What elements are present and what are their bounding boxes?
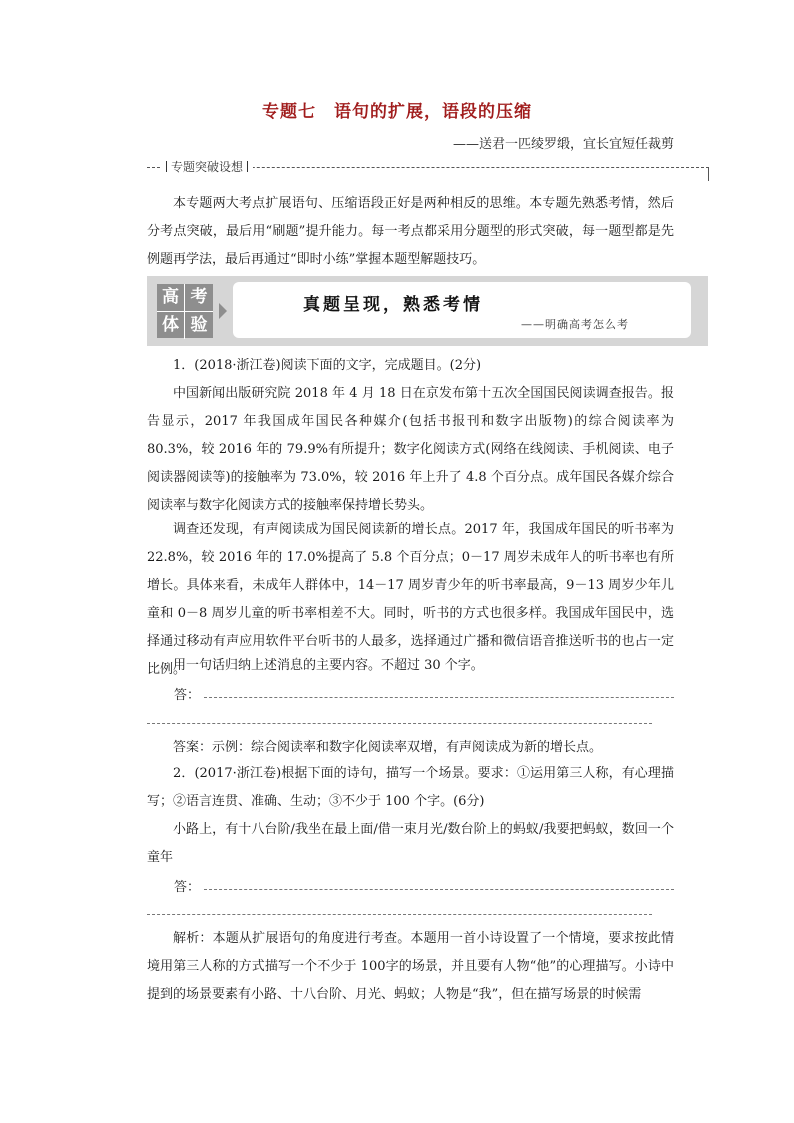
answer-label: 答： [174,688,201,703]
section-header [147,158,709,186]
question-1-paragraph-2: 调查还发现，有声阅读成为国民阅读新的增长点。2017 年，我国成年国民的听书率为 22.8%，较 2016 年的 17.0%提高了 5.8 个百分点；0－17 周岁未成年人的听书率也有所增长。具体来看，未成年人群体中，14－17 周岁青少年的听书率最高，9－13 周岁少年儿童和 0－8 周岁儿童的听书率相差不大。同时，听书的方式也很多样。我国成年国民中，选择通过移动有声应用软件平台听书的人最多，选择通过广播和微信语音推送听书的也占一定比例。 [147,522,674,677]
question-1-paragraph-1: 中国新闻出版研究院 2018 年 4 月 18 日在京发布第十五次全国国民阅读调查报告。报告显示，2017 年我国成年国民各种媒介(包括书报刊和数字出版物)的综合阅读率为 80.3%，较 2016 年的 79.9%有所提升；数字化阅读方式(网络在线阅读、手机阅读、电子阅读器阅读等)的接触率为 73.0%，较 2016 年上升了 4.8 个百分点。成年国民各媒介综合阅读率与数字化阅读方式的接触率保持增长势头。 [147,386,674,513]
banner-box [233,282,691,338]
answer-dotted-line [147,914,652,915]
badge-char: 体 [157,312,185,339]
exam-banner [147,276,708,346]
page-subtitle: ——送君一匹绫罗缎，宜长宜短任裁剪 [452,137,674,152]
section-divider-cap [708,167,709,181]
answer-dotted-line [204,697,674,698]
question-2-stem: 2．(2017·浙江卷)根据下面的诗句，描写一个场景。要求：①运用第三人称，有心理描写；②语言连贯、准确、生动；③不少于 100 个字。(6分) [147,766,674,809]
question-2-answer-field [174,876,674,898]
badge-char: 考 [185,284,213,312]
question-1-prompt: 用一句话归纳上述消息的主要内容。不超过 30 个字。 [173,658,484,673]
banner-subtitle: ——明确高考怎么考 [521,318,629,331]
badge-char: 验 [190,315,208,335]
question-1-answer: 答案：示例：综合阅读率和数字化阅读率双增，有声阅读成为新的增长点。 [173,740,603,755]
question-1-stem: 1．(2018·浙江卷)阅读下面的文字，完成题目。(2分) [173,358,482,373]
answer-label: 答： [174,880,201,895]
question-2-analysis: 解析：本题从扩展语句的角度进行考查。本题用一首小诗设置了一个情境，要求按此情境用第三人称的方式描写一个不少于 100字的场景，并且要有人物“他”的心理描写。小诗中提到的场景要素有小路、十八台阶、月光、蚂蚁；人物是“我”，但在描写场景的时候需 [147,931,674,1002]
intro-paragraph: 本专题两大考点扩展语句、压缩语段正好是两种相反的思维。本专题先熟悉考情，然后分考点突破，最后用“刷题”提升能力。每一考点都采用分题型的形式突破，每一题型都是先例题再学法，最后再通过“即时小练”掌握本题型解题技巧。 [147,196,674,267]
question-1-answer-field [174,684,674,706]
answer-dotted-line [204,889,674,890]
banner-title: 真题呈现，熟悉考情 [303,295,483,315]
exam-badge [157,284,213,338]
badge-char: 高 [157,284,185,312]
section-label: 专题突破设想 [161,158,253,175]
answer-dotted-line [147,723,652,724]
page-title: 专题七 语句的扩展，语段的压缩 [262,102,532,122]
badge-arrow-icon [219,303,227,319]
question-2-poem: 小路上，有十八台阶/我坐在最上面/借一束月光/数台阶上的蚂蚁/我要把蚂蚁，数回一个童年 [147,822,674,865]
